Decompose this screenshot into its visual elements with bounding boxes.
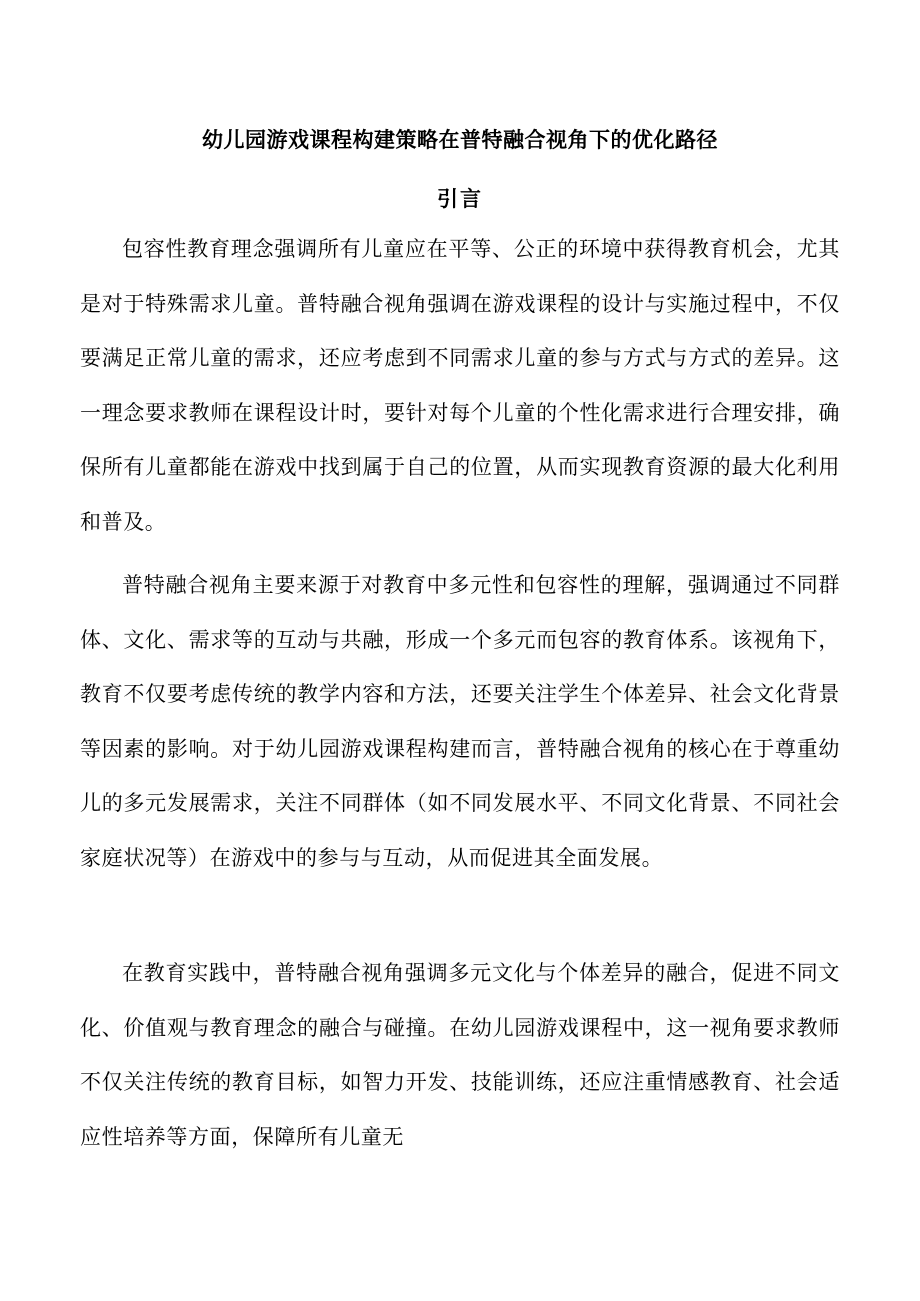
paragraph-2: 普特融合视角主要来源于对教育中多元性和包容性的理解，强调通过不同群体、文化、需求等的互动与共融，形成一个多元而包容的教育体系。该视角下，教育不仅要考虑传统的教学内容和方法，还要关注学生个体差异、社会文化背景等因素的影响。对于幼儿园游戏课程构建而言，普特融合视角的核心在于尊重幼儿的多元发展需求，关注不同群体（如不同发展水平、不同文化背景、不同社会家庭状况等）在游戏中的参与与互动，从而促进其全面发展。 [80,573,840,870]
document-title: 幼儿园游戏课程构建策略在普特融合视角下的优化路径 [202,127,718,152]
paragraph-1: 包容性教育理念强调所有儿童应在平等、公正的环境中获得教育机会，尤其是对于特殊需求儿童。普特融合视角强调在游戏课程的设计与实施过程中，不仅要满足正常儿童的需求，还应考虑到不同需求儿童的参与方式与方式的差异。这一理念要求教师在课程设计时，要针对每个儿童的个性化需求进行合理安排，确保所有儿童都能在游戏中找到属于自己的位置，从而实现教育资源的最大化利用和普及。 [80,237,840,534]
paragraph-3: 在教育实践中，普特融合视角强调多元文化与个体差异的融合，促进不同文化、价值观与教育理念的融合与碰撞。在幼儿园游戏课程中，这一视角要求教师不仅关注传统的教育目标，如智力开发、技能训练，还应注重情感教育、社会适应性培养等方面，保障所有儿童无 [80,961,840,1149]
section-heading-introduction: 引言 [437,186,483,211]
